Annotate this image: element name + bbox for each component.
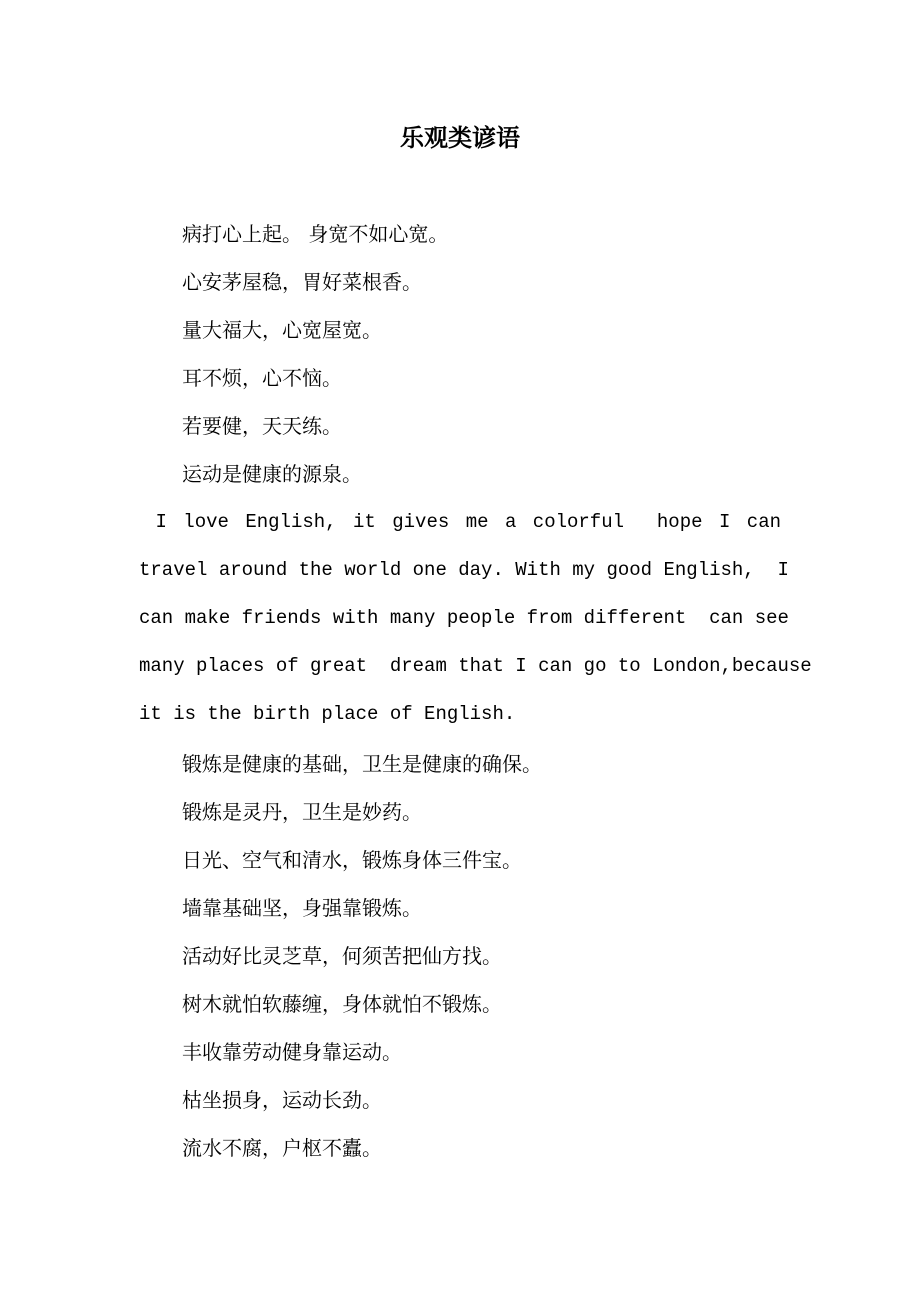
english-line: travel around the world one day. With my good English, I [139, 559, 789, 581]
proverb-list-bottom [182, 740, 542, 1172]
proverb-line: 锻炼是健康的基础，卫生是健康的确保。 [182, 752, 542, 776]
proverb-line: 墙靠基础坚，身强靠锻炼。 [182, 896, 422, 920]
proverb-line: 病打心上起。 身宽不如心宽。 [182, 222, 449, 246]
english-paragraph [139, 498, 812, 738]
proverb-list-top [182, 210, 448, 498]
proverb-line: 运动是健康的源泉。 [182, 462, 362, 486]
english-line: it is the birth place of English. [139, 703, 516, 725]
proverb-line: 丰收靠劳动健身靠运动。 [182, 1040, 402, 1064]
proverb-line: 树木就怕软藤缠，身体就怕不锻炼。 [182, 992, 502, 1016]
proverb-line: 若要健，天天练。 [182, 414, 342, 438]
english-line: I love English, it gives me a colorful hope I can [139, 511, 781, 533]
document-title: 乐观类谚语 [400, 124, 520, 152]
proverb-line: 日光、空气和清水，锻炼身体三件宝。 [182, 848, 522, 872]
proverb-line: 量大福大，心宽屋宽。 [182, 318, 382, 342]
proverb-line: 活动好比灵芝草，何须苦把仙方找。 [182, 944, 502, 968]
proverb-line: 耳不烦，心不恼。 [182, 366, 342, 390]
proverb-line: 枯坐损身，运动长劲。 [182, 1088, 382, 1112]
proverb-line: 流水不腐，户枢不蠹。 [182, 1136, 382, 1160]
english-line: many places of great dream that I can go to London,because [139, 655, 812, 677]
english-line: can make friends with many people from different can see [139, 607, 789, 629]
proverb-line: 锻炼是灵丹，卫生是妙药。 [182, 800, 422, 824]
proverb-line: 心安茅屋稳，胃好菜根香。 [182, 270, 422, 294]
